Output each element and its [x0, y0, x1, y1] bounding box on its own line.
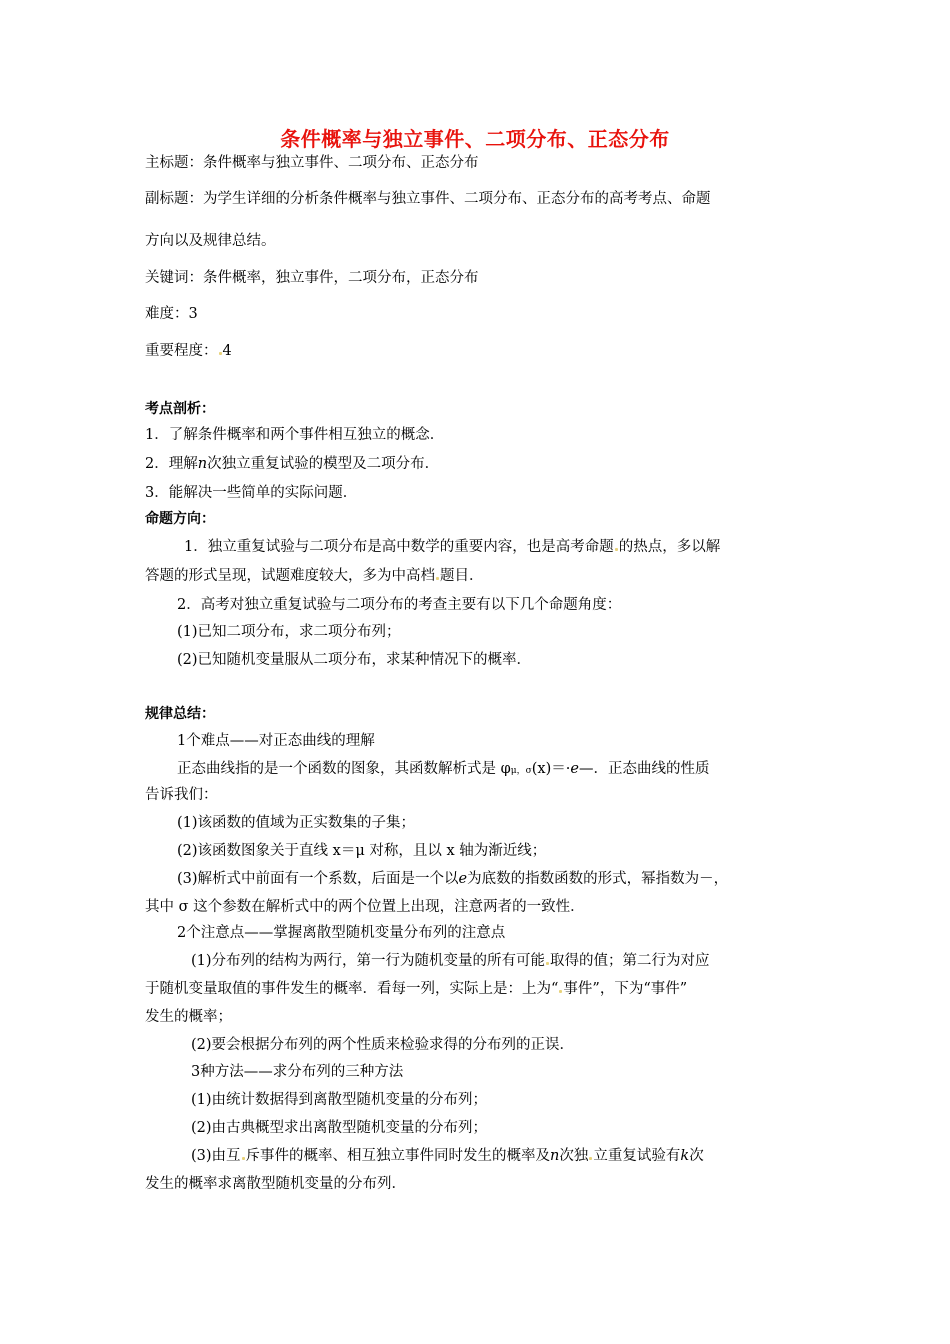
formula-text-mid: (x)＝· — [531, 761, 571, 777]
direction-p1-line2-text: 答题的形式呈现，试题难度较大，多为中高档 — [145, 568, 435, 584]
item-text: (3)解析式中前面有一个系数，后面是一个以 — [177, 871, 459, 887]
variable-e: e — [570, 761, 579, 777]
summary-point-1-line-2: 告诉我们： — [145, 787, 218, 803]
item-text: 于随机变量取值的事件发生的概率．看每一列，实际上是：上为“ — [145, 981, 559, 997]
item-text-mid-3: 立重复试验有 — [593, 1148, 681, 1164]
summary-point-1-item-3-line-1 — [177, 870, 728, 888]
direction-p1-text-rest: 的热点，多以解 — [618, 539, 721, 555]
direction-item-2: (2)已知随机变量服从二项分布，求某种情况下的概率． — [177, 652, 532, 668]
summary-point-1-item-2: (2)该函数图象关于直线 x＝μ 对称，且以 x 轴为渐近线； — [177, 843, 547, 859]
item-text-rest: 为底数的指数函数的形式，幂指数为－， — [467, 871, 729, 887]
marker-dot — [219, 352, 222, 355]
summary-point-2-item-1-line-3: 发生的概率； — [145, 1009, 232, 1025]
direction-heading: 命题方向： — [145, 511, 215, 527]
exam-point-2 — [145, 455, 439, 473]
direction-paragraph-2: 2．高考对独立重复试验与二项分布的考查主要有以下几个命题角度： — [177, 597, 622, 613]
direction-paragraph-1-line-1 — [184, 538, 720, 556]
main-title-line: 主标题：条件概率与独立事件、二项分布、正态分布 — [145, 155, 479, 171]
item-text-mid: 斥事件的概率、相互独立事件同时发生的概率及 — [245, 1148, 551, 1164]
importance-line — [145, 342, 232, 360]
item-text-rest: 取得的值；第二行为对应 — [550, 953, 710, 969]
item-text-rest: 事件”，下为“事件” — [563, 981, 688, 997]
variable-k: k — [680, 1148, 690, 1164]
importance-value: 4 — [222, 343, 232, 359]
summary-point-1-item-1: (1)该函数的值域为正实数集的子集； — [177, 815, 416, 831]
difficulty-line: 难度：3 — [145, 306, 198, 322]
summary-point-2-item-1-line-2 — [145, 980, 687, 998]
variable-n: n — [550, 1148, 560, 1164]
direction-item-1: (1)已知二项分布，求二项分布列； — [177, 624, 401, 640]
document-title: 条件概率与独立事件、二项分布、正态分布 — [280, 127, 670, 151]
item-text: (3)由互 — [191, 1148, 241, 1164]
summary-point-3-item-1: (1)由统计数据得到离散型随机变量的分布列； — [191, 1092, 488, 1108]
marker-dot — [546, 962, 549, 965]
summary-point-1-item-3-line-2: 其中 σ 这个参数在解析式中的两个位置上出现，注意两者的一致性． — [145, 899, 585, 915]
item-text-rest: 次 — [689, 1148, 704, 1164]
direction-p1-text: 1．独立重复试验与二项分布是高中数学的重要内容，也是高考命题 — [184, 539, 614, 555]
item-text-mid-2: 次独 — [559, 1148, 589, 1164]
exam-point-2-text-rest: 次独立重复试验的模型及二项分布． — [207, 456, 440, 472]
summary-point-2-item-2: (2)要会根据分布列的两个性质来检验求得的分布列的正误． — [191, 1037, 575, 1053]
subtitle-line-1: 副标题：为学生详细的分析条件概率与独立事件、二项分布、正态分布的高考考点、命题 — [145, 191, 711, 207]
marker-dot — [589, 1157, 592, 1160]
formula-text: 正态曲线指的是一个函数的图象，其函数解析式是 φ — [177, 761, 511, 777]
exam-point-1: 1．了解条件概率和两个事件相互独立的概念． — [145, 427, 445, 443]
summary-point-3-title: 3种方法——求分布列的三种方法 — [191, 1064, 404, 1080]
summary-heading: 规律总结： — [145, 706, 215, 722]
exam-points-heading: 考点剖析： — [145, 401, 215, 417]
formula-text-rest: —．正态曲线的性质 — [578, 761, 710, 777]
marker-dot — [242, 1157, 245, 1160]
item-text: (1)分布列的结构为两行，第一行为随机变量的所有可能 — [191, 953, 546, 969]
exam-point-2-text: 2．理解 — [145, 456, 198, 472]
marker-dot — [436, 577, 439, 580]
marker-dot — [615, 548, 618, 551]
summary-point-3-item-3-line-1 — [191, 1147, 704, 1165]
subtitle-line-2: 方向以及规律总结。 — [145, 233, 276, 249]
importance-label: 重要程度： — [145, 343, 218, 359]
direction-p1-line2-text-rest: 题目． — [440, 568, 484, 584]
summary-point-2-title: 2个注意点——掌握离散型随机变量分布列的注意点 — [177, 925, 506, 941]
formula-subscript: μ，σ — [510, 766, 532, 776]
keywords-line: 关键词：条件概率，独立事件，二项分布，正态分布 — [145, 270, 479, 286]
summary-point-1-line-1 — [177, 760, 709, 780]
summary-point-3-item-2: (2)由古典概型求出离散型随机变量的分布列； — [191, 1120, 488, 1136]
direction-paragraph-1-line-2 — [145, 567, 484, 585]
marker-dot — [559, 990, 562, 993]
summary-point-1-title: 1个难点——对正态曲线的理解 — [177, 733, 375, 749]
summary-point-2-item-1-line-1 — [191, 952, 710, 970]
variable-e: e — [458, 871, 468, 887]
exam-point-3: 3．能解决一些简单的实际问题． — [145, 485, 358, 501]
variable-n: n — [197, 456, 208, 472]
summary-point-3-item-3-line-2: 发生的概率求离散型随机变量的分布列． — [145, 1176, 406, 1192]
